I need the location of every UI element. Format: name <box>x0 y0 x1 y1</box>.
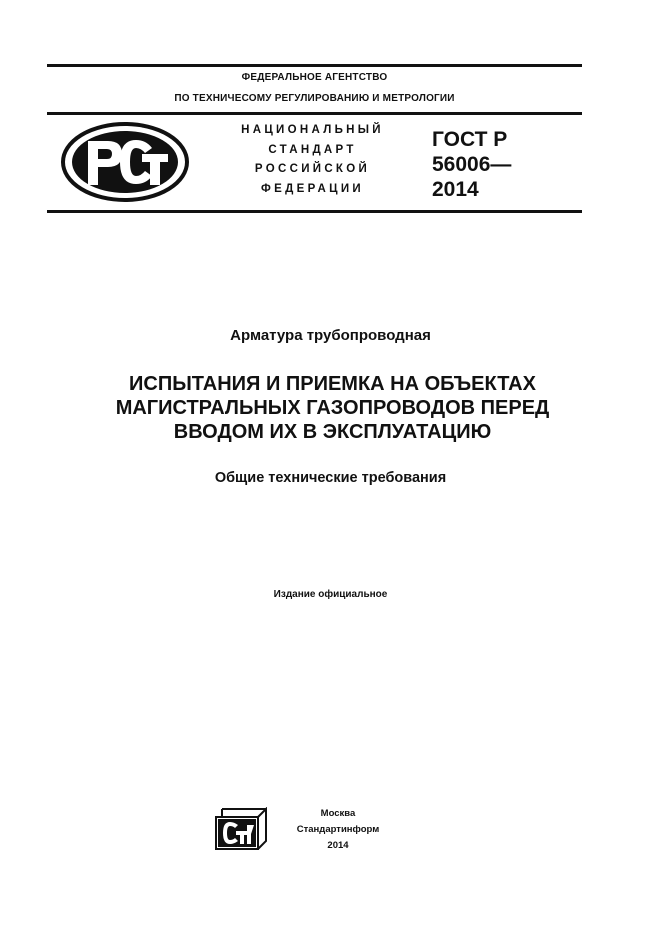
document-title <box>60 372 605 444</box>
document-subject: Арматура трубопроводная <box>230 327 431 344</box>
national-standard-line-3: РОССИЙСКОЙ <box>254 163 371 175</box>
title-line-1: ИСПЫТАНИЯ И ПРИЕМКА НА ОБЪЕКТАХ <box>129 373 536 395</box>
gost-designation-line-1: ГОСТ Р <box>432 128 508 151</box>
national-standard-line-4: ФЕДЕРАЦИИ <box>261 183 364 195</box>
national-standard-line-2: СТАНДАРТ <box>268 144 357 156</box>
header-rule-bottom <box>47 210 582 213</box>
document-subtitle: Общие технические требования <box>214 470 447 486</box>
standartinform-logo-icon <box>214 807 268 851</box>
title-line-3: ВВОДОМ ИХ В ЭКСПЛУАТАЦИЮ <box>173 421 492 443</box>
imprint-year: 2014 <box>327 840 349 851</box>
title-line-2: МАГИСТРАЛЬНЫХ ГАЗОПРОВОДОВ ПЕРЕД <box>115 397 550 419</box>
gost-designation-line-2: 56006— <box>432 153 512 176</box>
agency-line-1: ФЕДЕРАЛЬНОЕ АГЕНТСТВО <box>241 72 388 83</box>
top-rule <box>47 64 582 67</box>
agency-line-2: ПО ТЕХНИЧЕСОМУ РЕГУЛИРОВАНИЮ И МЕТРОЛОГИИ <box>174 93 455 104</box>
national-standard-line-1: НАЦИОНАЛЬНЫЙ <box>241 124 384 136</box>
imprint-city: Москва <box>320 808 356 819</box>
rst-logo-icon <box>60 121 190 203</box>
imprint-publisher: Стандартинформ <box>296 824 380 835</box>
header-rule-thick <box>47 112 582 115</box>
edition-note: Издание официальное <box>273 589 388 600</box>
gost-designation-line-3: 2014 <box>432 178 479 201</box>
